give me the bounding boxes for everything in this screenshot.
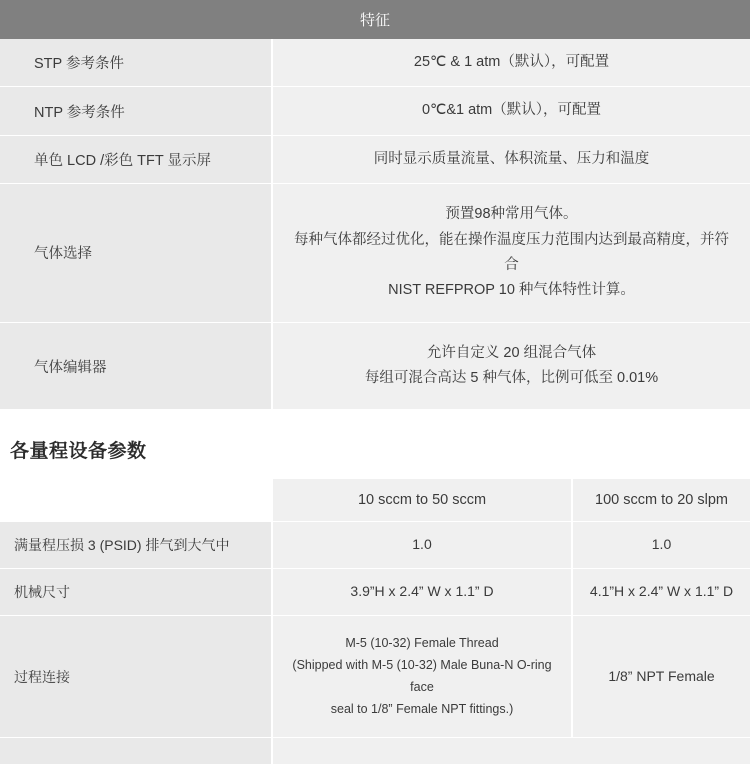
spec-value-line: 3.9”H x 2.4” W x 1.1” D [350,583,494,600]
spec-value-line: seal to 1/8” Female NPT fittings.) [330,701,514,716]
feature-value [272,87,750,135]
spec-value-line: 1.0 [651,536,672,553]
feature-value-line: 每组可混合高达 5 种气体，比例可低至 0.01% [364,370,659,386]
feature-value-line: 25℃ & 1 atm（默认），可配置 [413,54,610,70]
specs-footer-label-cell [0,738,272,764]
feature-value [272,39,750,87]
feature-label: 气体编辑器 [0,322,272,410]
table-row [0,322,750,410]
specs-table-footer-row [0,738,750,764]
spec-label: 过程连接 [0,615,272,738]
spec-label: 机械尺寸 [0,569,272,616]
features-table-header-cell: 特征 [0,0,750,39]
specs-table [0,479,750,764]
specs-table-corner-cell [0,479,272,522]
specs-table-body [0,479,750,764]
table-row [0,135,750,183]
feature-value-line: 0℃&1 atm（默认），可配置 [421,102,602,119]
spec-value-line: 4.1”H x 2.4” W x 1.1” D [589,583,734,600]
feature-value-line: 预置98种常用气体。 [445,206,578,223]
table-row [0,39,750,87]
table-row [0,615,750,738]
spec-value-col2 [572,522,750,569]
specs-column-header-2: 100 sccm to 20 slpm [572,479,750,522]
features-table-header-row [0,0,750,39]
specs-column-header-1: 10 sccm to 50 sccm [272,479,572,522]
table-row [0,569,750,616]
spec-value-col1 [272,615,572,738]
specs-footer-cell-1 [272,738,572,764]
spec-value-line: M-5 (10-32) Female Thread [345,635,499,650]
feature-value-line: 每种气体都经过优化，能在操作温度压力范围内达到最高精度，并符合 [294,231,729,273]
feature-value [272,184,750,323]
page-title: 各量程设备参数 [10,441,147,463]
feature-label: 单色 LCD /彩色 TFT 显示屏 [0,135,272,183]
feature-value [272,135,750,183]
feature-value-line: 同时显示质量流量、体积流量、压力和温度 [373,150,650,167]
specs-footer-cell-2 [572,738,750,764]
feature-label: 气体选择 [0,184,272,323]
feature-label: NTP 参考条件 [0,87,272,135]
feature-value [272,322,750,410]
specs-table-header-row [0,479,750,522]
spec-value-col2 [572,615,750,738]
table-row [0,87,750,135]
feature-label: STP 参考条件 [0,39,272,87]
spec-value-line: 1/8” NPT Female [608,667,715,684]
spec-value-line: (Shipped with M-5 (10-32) Male Buna-N O-ring face [292,657,552,694]
table-row [0,184,750,323]
spec-value-col1 [272,522,572,569]
spec-value-col1 [272,569,572,616]
spec-label: 满量程压损 3 (PSID) 排气到大气中 [0,522,272,569]
spec-value-col2 [572,569,750,616]
table-row [0,522,750,569]
feature-value-line: 允许自定义 20 组混合气体 [426,344,597,361]
spec-value-line: 1.0 [412,536,432,553]
feature-value-line: NIST REFPROP 10 种气体特性计算。 [388,282,635,299]
